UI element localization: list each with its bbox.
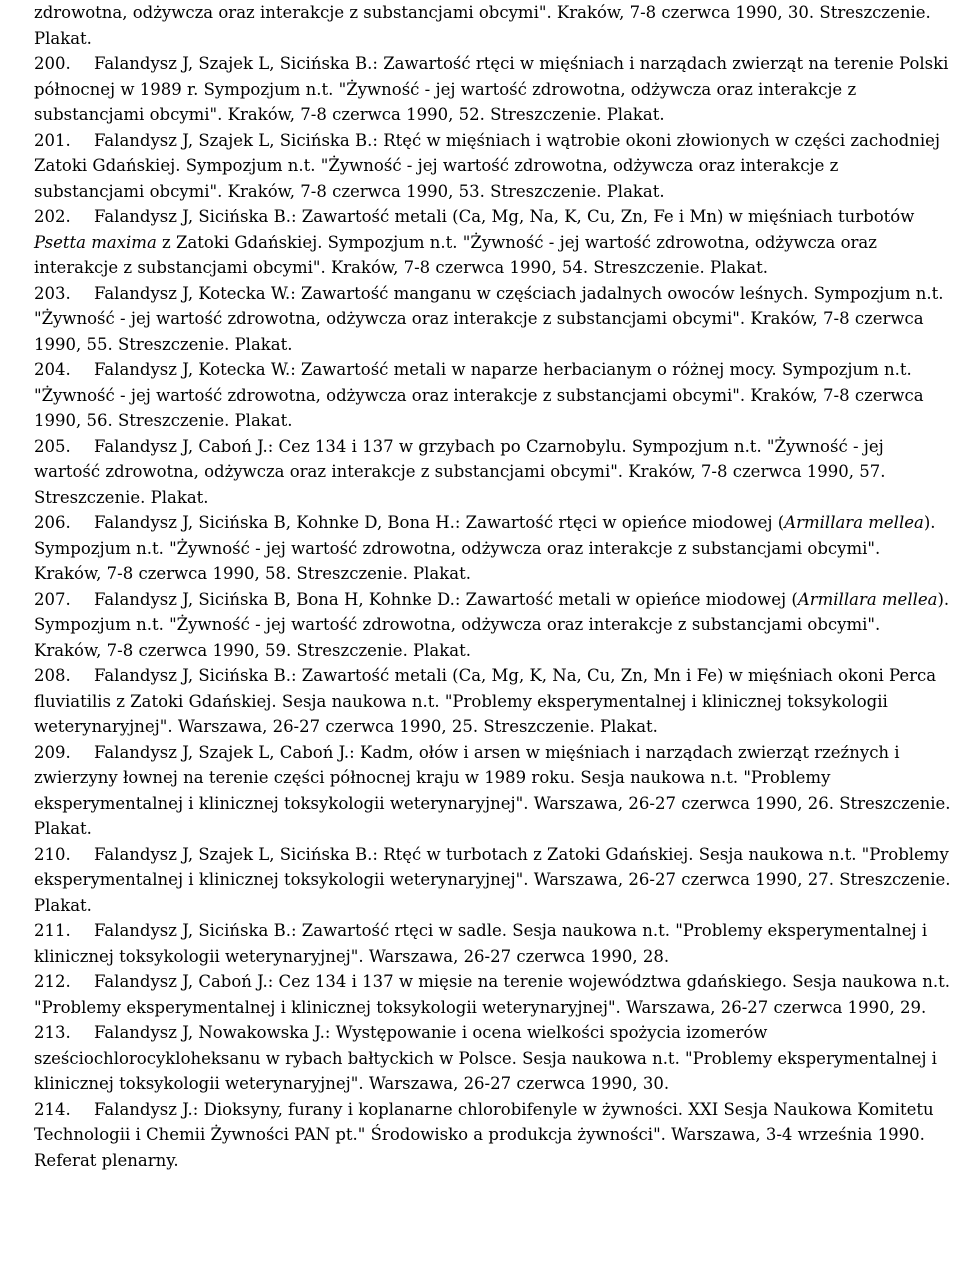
reference-entry-211 bbox=[34, 918, 952, 969]
entry-authors: Falandysz J, Sicińska B. bbox=[94, 666, 291, 685]
reference-entry-203 bbox=[34, 281, 952, 358]
reference-entry-214 bbox=[34, 1097, 952, 1174]
entry-authors: Falandysz J, Caboń J. bbox=[94, 436, 268, 456]
entry-authors: Falandysz J, Szajek L, Sicińska B. bbox=[94, 54, 373, 73]
reference-entry-205 bbox=[34, 434, 952, 511]
entry-number: 208. bbox=[34, 666, 71, 685]
entry-number: 203. bbox=[34, 283, 71, 303]
entry-text: : Cez 134 i 137 w grzybach po Czarnobylu. Sympozjum n.t. "Żywność - jej wartość zdrowotna, odżywcza oraz interakcje z substancjami obcymi". Kraków, 7-8 czerwca 1990, 57. Streszczenie. Plakat. bbox=[34, 436, 886, 507]
entry-authors: Falandysz J, Kotecka W. bbox=[94, 283, 291, 303]
entry-number: 206. bbox=[34, 513, 71, 532]
entry-number: 202. bbox=[34, 207, 71, 226]
entry-text: : Kadm, ołów i arsen w mięśniach i narządach zwierząt rzeźnych i zwierzyny łownej na terenie części północnej kraju w 1989 roku. Sesja naukowa n.t. "Problemy eksperymentalnej i klinicznej toksykologii weterynaryjnej". Warszawa, 26-27 czerwca 1990, 26. Streszczenie. Plakat. bbox=[34, 742, 951, 838]
species-name: Armillara mellea bbox=[797, 589, 938, 609]
entry-number: 213. bbox=[34, 1023, 71, 1042]
entry-text: : Zawartość metali w naparze herbacianym o różnej mocy. Sympozjum n.t. "Żywność - jej wartość zdrowotna, odżywcza oraz interakcje z substancjami obcymi". Kraków, 7-8 czerwca 1990, 56. Streszczenie. Plakat. bbox=[34, 360, 924, 430]
reference-entry-204 bbox=[34, 357, 952, 434]
entry-text-continued: ). Sympozjum n.t. "Żywność - jej wartość zdrowotna, odżywcza oraz interakcje z substancjami obcymi". Kraków, 7-8 czerwca 1990, 59. Streszczenie. Plakat. bbox=[34, 589, 950, 660]
species-name: Armillara mellea bbox=[784, 513, 924, 532]
entry-text: : Zawartość metali (Ca, Mg, Na, K, Cu, Zn, Fe i Mn) w mięśniach turbotów bbox=[290, 207, 915, 226]
reference-entry-201 bbox=[34, 128, 952, 205]
reference-entry-206 bbox=[34, 510, 952, 587]
entry-text: : Zawartość rtęci w opieńce miodowej ( bbox=[454, 513, 785, 532]
entry-number: 207. bbox=[34, 589, 71, 609]
entry-authors: Falandysz J, Szajek L, Caboń J. bbox=[94, 742, 350, 762]
entry-number: 209. bbox=[34, 742, 71, 762]
entry-text: : Zawartość manganu w częściach jadalnych owoców leśnych. Sympozjum n.t. "Żywność - jej wartość zdrowotna, odżywcza oraz interakcje z substancjami obcymi". Kraków, 7-8 czerwca 1990, 55. Streszczenie. Plakat. bbox=[34, 283, 944, 354]
entry-authors: Falandysz J, Sicińska B, Bona H, Kohnke D. bbox=[94, 589, 455, 609]
entry-authors: Falandysz J, Szajek L, Sicińska B. bbox=[94, 844, 373, 864]
entry-authors: Falandysz J, Sicińska B. bbox=[94, 207, 291, 226]
entry-text-continued: ). Sympozjum n.t. "Żywność - jej wartość zdrowotna, odżywcza oraz interakcje z substancjami obcymi". Kraków, 7-8 czerwca 1990, 58. Streszczenie. Plakat. bbox=[34, 513, 936, 583]
entry-authors: Falandysz J, Nowakowska J. bbox=[94, 1023, 325, 1042]
reference-entry-212 bbox=[34, 969, 952, 1020]
entry-authors: Falandysz J. bbox=[94, 1099, 193, 1119]
entry-authors: Falandysz J, Caboń J. bbox=[94, 972, 268, 991]
entry-text: : Zawartość rtęci w mięśniach i narządach zwierząt na terenie Polski północnej w 1989 r. Sympozjum n.t. "Żywność - jej wartość zdrowotna, odżywcza oraz interakcje z substancjami obcymi". Kraków, 7-8 czerwca 1990, 52. Streszczenie. Plakat. bbox=[34, 54, 949, 124]
entry-text: : Zawartość rtęci w sadle. Sesja naukowa n.t. "Problemy eksperymentalnej i klinicznej toksykologii weterynaryjnej". Warszawa, 26-27 czerwca 1990, 28. bbox=[34, 921, 928, 966]
entry-text: : Rtęć w turbotach z Zatoki Gdańskiej. Sesja naukowa n.t. "Problemy eksperymentalnej i klinicznej toksykologii weterynaryjnej". Warszawa, 26-27 czerwca 1990, 27. Streszczenie. Plakat. bbox=[34, 844, 951, 915]
reference-entry-208 bbox=[34, 663, 952, 740]
entry-authors: Falandysz J, Sicińska B, Kohnke D, Bona H. bbox=[94, 513, 455, 532]
species-name: Psetta maxima bbox=[34, 232, 157, 252]
entry-text: : Zawartość metali (Ca, Mg, K, Na, Cu, Zn, Mn i Fe) w mięśniach okoni Perca fluviatilis z Zatoki Gdańskiej. Sesja naukowa n.t. "Problemy eksperymentalnej i klinicznej toksykologii weterynaryjnej". Warszawa, 26-27 czerwca 1990, 25. Streszczenie. Plakat. bbox=[34, 666, 937, 736]
reference-entry-207 bbox=[34, 587, 952, 664]
entry-number: 212. bbox=[34, 972, 71, 991]
entry-authors: Falandysz J, Kotecka W. bbox=[94, 360, 291, 379]
entry-number: 214. bbox=[34, 1099, 71, 1119]
entry-text: : Cez 134 i 137 w mięsie na terenie województwa gdańskiego. Sesja naukowa n.t. "Problemy eksperymentalnej i klinicznej toksykologii weterynaryjnej". Warszawa, 26-27 czerwca 1990, 29. bbox=[34, 972, 950, 1017]
entry-text: : Zawartość metali w opieńce miodowej ( bbox=[454, 589, 798, 609]
reference-entry-213 bbox=[34, 1020, 952, 1097]
reference-entry-210 bbox=[34, 842, 952, 919]
entry-text-continued: z Zatoki Gdańskiej. Sympozjum n.t. "Żywność - jej wartość zdrowotna, odżywcza oraz interakcje z substancjami obcymi". Kraków, 7-8 czerwca 1990, 54. Streszczenie. Plakat. bbox=[34, 232, 877, 277]
reference-entry-209 bbox=[34, 740, 952, 842]
entry-text: : Dioksyny, furany i koplanarne chlorobifenyle w żywności. XXI Sesja Naukowa Komitetu Technologii i Chemii Żywności PAN pt." Środowisko a produkcja żywności". Warszawa, 3-4 września 1990. Referat plenarny. bbox=[34, 1099, 934, 1170]
entry-text: : Występowanie i ocena wielkości spożycia izomerów sześciochlorocykloheksanu w rybach bałtyckich w Polsce. Sesja naukowa n.t. "Problemy eksperymentalnej i klinicznej toksykologii weterynaryjnej". Warszawa, 26-27 czerwca 1990, 30. bbox=[34, 1023, 937, 1093]
entry-authors: Falandysz J, Szajek L, Sicińska B. bbox=[94, 130, 373, 150]
entry-number: 201. bbox=[34, 130, 71, 150]
entry-number: 200. bbox=[34, 54, 71, 73]
entry-number: 205. bbox=[34, 436, 71, 456]
entry-authors: Falandysz J, Sicińska B. bbox=[94, 921, 291, 940]
entry-number: 210. bbox=[34, 844, 71, 864]
reference-entry-200 bbox=[34, 51, 952, 128]
entry-number: 211. bbox=[34, 921, 71, 940]
reference-entry-202 bbox=[34, 204, 952, 281]
entry-number: 204. bbox=[34, 360, 71, 379]
continuation-text: zdrowotna, odżywcza oraz interakcje z substancjami obcymi". Kraków, 7-8 czerwca 1990, 30. Streszczenie. Plakat. bbox=[34, 3, 931, 48]
entry-text: : Rtęć w mięśniach i wątrobie okoni złowionych w części zachodniej Zatoki Gdańskiej. Sympozjum n.t. "Żywność - jej wartość zdrowotna, odżywcza oraz interakcje z substancjami obcymi". Kraków, 7-8 czerwca 1990, 53. Streszczenie. Plakat. bbox=[34, 130, 941, 201]
